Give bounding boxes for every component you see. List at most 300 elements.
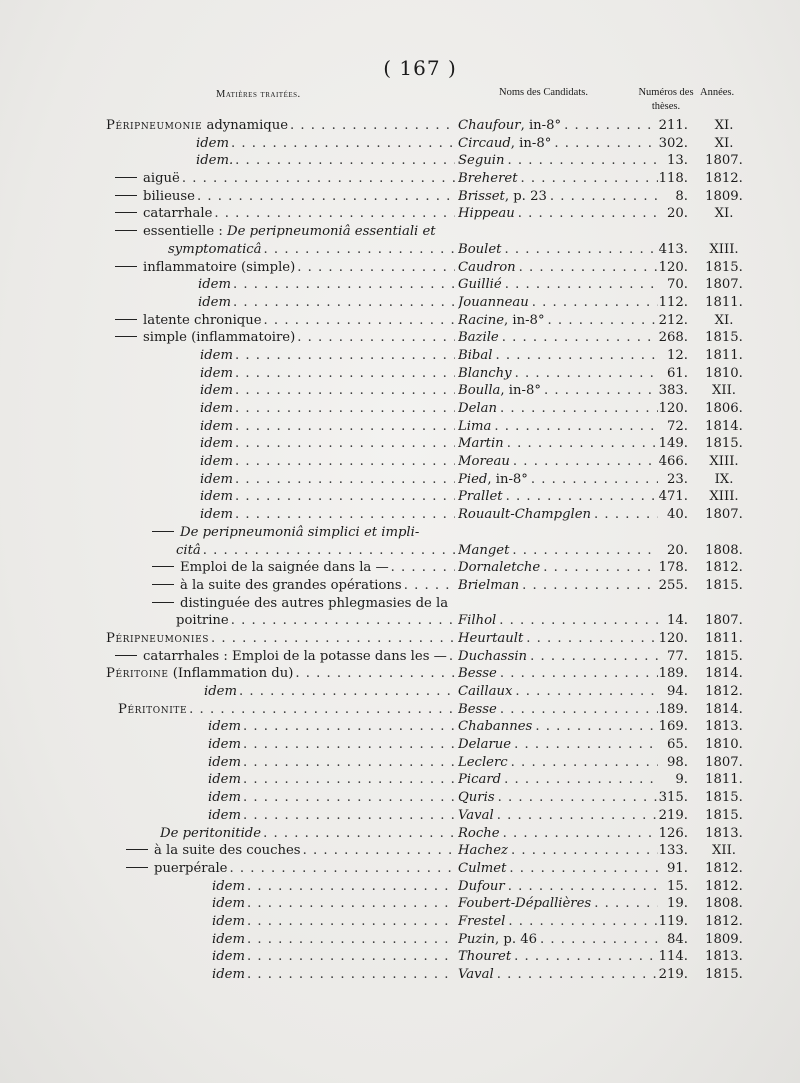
candidate-name: [458, 754, 508, 772]
table-row: [0, 913, 800, 931]
dot-leader: [214, 205, 455, 223]
subject-cell: [200, 471, 455, 489]
thesis-year: 1814.: [705, 418, 743, 434]
subject-text: [212, 878, 245, 896]
thesis-number: 98.: [667, 754, 688, 770]
thesis-year: 1807.: [705, 613, 743, 629]
dot-leader: [235, 418, 455, 436]
subject-label: idem: [212, 878, 245, 894]
candidate-surname: Roche: [458, 825, 500, 841]
subject-label: De peritonitide: [160, 825, 262, 841]
thesis-number: 15.: [667, 878, 688, 894]
candidate-name: [458, 312, 545, 330]
table-row: [0, 683, 800, 701]
thesis-year: 1813.: [705, 719, 743, 735]
dot-leader: [297, 329, 455, 347]
thesis-number: 268.: [658, 330, 688, 346]
candidate-cell: [458, 276, 658, 294]
dot-leader: [500, 400, 658, 418]
candidate-cell: [458, 188, 658, 206]
table-row: [0, 312, 800, 330]
dot-leader: [505, 276, 658, 294]
dot-leader: [495, 347, 658, 365]
table-row: [0, 878, 800, 896]
subject-cell: [208, 754, 455, 772]
candidate-cell: [458, 630, 658, 648]
subject-cell: [152, 577, 455, 595]
thesis-number: 255.: [658, 577, 688, 593]
subject-label: idem: [196, 135, 229, 151]
thesis-number: 112.: [658, 294, 688, 310]
candidate-name: [458, 170, 518, 188]
ditto-dash: [126, 867, 148, 868]
table-row: [0, 241, 800, 259]
table-row: [0, 276, 800, 294]
candidate-cell: [458, 825, 658, 843]
subject-text: [154, 842, 301, 860]
candidate-cell: [458, 117, 658, 135]
thesis-number: 178.: [658, 560, 688, 576]
subject-label: puerpérale: [154, 860, 228, 876]
candidate-name: [458, 577, 519, 595]
dot-leader: [264, 241, 455, 259]
subject-cell: [200, 347, 455, 365]
thesis-year: XIII.: [709, 454, 739, 470]
candidate-surname: Hachez: [458, 843, 508, 859]
subject-cell: [200, 365, 455, 383]
table-row: [0, 170, 800, 188]
thesis-number: 13.: [667, 153, 688, 169]
dot-leader: [189, 701, 455, 719]
thesis-number: 114.: [658, 949, 688, 965]
ditto-dash: [115, 266, 137, 267]
subject-label: idem: [212, 896, 245, 912]
dot-leader: [531, 471, 658, 489]
subject-text: [143, 170, 180, 188]
candidate-cell: [458, 471, 658, 489]
ditto-dash: [115, 336, 137, 337]
candidate-format: , in-8°: [520, 118, 562, 133]
table-row: [0, 223, 800, 241]
thesis-number: 315.: [658, 790, 688, 806]
subject-cell: [168, 241, 455, 259]
dot-leader: [514, 736, 658, 754]
candidate-name: [458, 701, 497, 719]
dot-leader: [264, 312, 455, 330]
subject-cell: [152, 559, 455, 577]
subject-label: idem: [204, 684, 237, 699]
thesis-year: 1812.: [705, 171, 743, 187]
dot-leader: [229, 860, 455, 878]
subject-cell: [115, 329, 455, 347]
ditto-dash: [115, 319, 137, 320]
candidate-surname: Culmet: [458, 860, 507, 876]
subject-cell: [208, 736, 455, 754]
candidate-name: [458, 365, 512, 383]
subject-cell: [200, 400, 455, 418]
candidate-name: [458, 630, 523, 648]
candidate-surname: Delan: [458, 401, 497, 416]
dot-leader: [544, 382, 658, 400]
dot-leader: [554, 135, 658, 153]
subject-latin: De peripneumoniâ simplici et impli-: [180, 524, 420, 540]
candidate-name: [458, 506, 591, 524]
subject-label: idem: [208, 772, 241, 788]
table-row: [0, 435, 800, 453]
candidate-surname: Bibal: [458, 347, 493, 363]
subject-label: catarrhales : Emploi de la potasse dans les —: [143, 648, 447, 664]
dot-leader: [235, 382, 455, 400]
thesis-year: 1811.: [705, 347, 743, 363]
table-row: [0, 771, 800, 789]
thesis-number: 20.: [667, 542, 688, 558]
candidate-name: [458, 771, 501, 789]
ditto-dash: [115, 230, 137, 231]
dot-leader: [235, 506, 455, 524]
subject-label: idem.: [196, 153, 234, 169]
subject-cell: [118, 701, 455, 719]
dot-leader: [235, 471, 455, 489]
candidate-name: [458, 913, 505, 931]
candidate-cell: [458, 418, 658, 436]
candidate-cell: [458, 170, 658, 188]
thesis-year: XII.: [712, 843, 736, 859]
thesis-year: 1806.: [705, 401, 743, 416]
dot-leader: [235, 488, 455, 506]
thesis-year: 1815.: [705, 259, 743, 275]
dot-leader: [521, 170, 658, 188]
candidate-surname: Pied: [458, 471, 488, 487]
subject-label: idem: [200, 436, 233, 452]
candidate-cell: [458, 665, 658, 683]
candidate-cell: [458, 365, 658, 383]
candidate-format: , in-8°: [504, 312, 545, 328]
subject-cell: [106, 630, 455, 648]
candidate-cell: [458, 294, 658, 312]
candidate-surname: Manget: [458, 542, 510, 558]
candidate-surname: Prallet: [458, 489, 503, 505]
candidate-name: [458, 400, 497, 418]
candidate-cell: [458, 559, 658, 577]
dot-leader: [498, 789, 658, 807]
thesis-year: 1809.: [705, 188, 743, 204]
thesis-year: IX.: [714, 471, 734, 487]
subject-label: idem: [200, 383, 233, 399]
candidate-cell: [458, 382, 658, 400]
candidate-name: [458, 860, 506, 878]
subject-label: latente chronique: [143, 312, 262, 328]
thesis-year: XI.: [714, 206, 734, 222]
dot-leader: [500, 665, 658, 683]
thesis-number: 133.: [658, 843, 688, 859]
subject-label: idem: [200, 365, 233, 381]
dot-leader: [513, 453, 658, 471]
candidate-cell: [458, 718, 658, 736]
ditto-dash: [152, 602, 174, 603]
thesis-year: 1813.: [705, 949, 743, 965]
ditto-dash: [115, 655, 137, 656]
subject-cell: [106, 117, 455, 135]
table-row: [0, 895, 800, 913]
subject-label: idem: [208, 737, 241, 753]
subject-cell: [212, 948, 455, 966]
subject-text: [176, 542, 201, 560]
table-row: [0, 665, 800, 683]
subject-label: distinguée des autres phlegmasies de la: [180, 595, 449, 611]
subject-label: bilieuse: [143, 188, 195, 204]
candidate-name: [458, 718, 532, 736]
dot-leader: [247, 913, 455, 931]
subject-text: [180, 577, 402, 595]
thesis-year: 1807.: [705, 153, 743, 169]
table-row: [0, 418, 800, 436]
candidate-surname: Leclerc: [458, 754, 508, 770]
dot-leader: [504, 771, 658, 789]
dot-leader: [497, 966, 658, 984]
dot-leader: [233, 294, 455, 312]
subject-text: [143, 188, 195, 206]
subject-label: idem: [200, 401, 233, 416]
dot-leader: [515, 683, 658, 701]
dot-leader: [211, 630, 455, 648]
subject-text: [204, 683, 237, 701]
subject-label: idem: [200, 418, 233, 434]
thesis-number: 84.: [667, 931, 688, 947]
table-row: [0, 524, 800, 542]
subject-cell: [208, 771, 455, 789]
candidate-cell: [458, 506, 658, 524]
dot-leader: [548, 312, 658, 330]
thesis-number: 120.: [658, 259, 688, 275]
candidate-surname: Seguin: [458, 153, 505, 169]
subject-text: [200, 382, 233, 400]
candidate-cell: [458, 736, 658, 754]
thesis-year: 1812.: [705, 684, 743, 699]
candidate-surname: Besse: [458, 666, 497, 682]
subject-text: [212, 931, 245, 949]
subject-cell: [212, 966, 455, 984]
candidate-cell: [458, 205, 658, 223]
dot-leader: [543, 559, 658, 577]
dot-leader: [243, 771, 455, 789]
candidate-surname: Picard: [458, 772, 502, 788]
candidate-cell: [458, 913, 658, 931]
table-row: [0, 471, 800, 489]
subject-text: [106, 665, 293, 683]
thesis-number: 212.: [658, 312, 688, 328]
table-row: [0, 842, 800, 860]
subject-cell: [115, 259, 455, 277]
candidate-name: [458, 259, 516, 277]
subject-text: [198, 276, 231, 294]
dot-leader: [235, 365, 455, 383]
candidate-format: , in-8°: [487, 471, 528, 487]
ditto-dash: [152, 566, 174, 567]
candidate-name: [458, 966, 494, 984]
subject-cell: [126, 842, 455, 860]
table-row: [0, 630, 800, 648]
table-row: [0, 117, 800, 135]
dot-leader: [497, 807, 658, 825]
candidate-name: [458, 435, 504, 453]
dot-leader: [522, 577, 658, 595]
table-row: [0, 135, 800, 153]
thesis-number: 20.: [667, 206, 688, 222]
subject-text: [106, 117, 288, 135]
dot-leader: [303, 842, 455, 860]
dot-leader: [514, 948, 658, 966]
candidate-name: [458, 825, 500, 843]
dot-leader: [515, 365, 658, 383]
thesis-number: 65.: [667, 737, 688, 753]
candidate-cell: [458, 789, 658, 807]
subject-cell: [200, 506, 455, 524]
subject-cell: [204, 683, 455, 701]
table-row: [0, 789, 800, 807]
table-row: [0, 152, 800, 170]
thesis-year: 1810.: [705, 737, 743, 753]
subject-text: [208, 807, 241, 825]
dot-leader: [243, 718, 455, 736]
table-row: [0, 595, 800, 613]
subject-cell: [200, 453, 455, 471]
candidate-cell: [458, 241, 658, 259]
subject-text: [196, 152, 233, 170]
candidate-surname: Moreau: [458, 454, 510, 470]
dot-leader: [504, 241, 658, 259]
subject-label: adynamique: [202, 118, 289, 133]
dot-leader: [507, 435, 658, 453]
thesis-number: 12.: [667, 347, 688, 363]
candidate-cell: [458, 312, 658, 330]
dot-leader: [550, 188, 658, 206]
candidate-cell: [458, 488, 658, 506]
candidate-surname: Caudron: [458, 259, 516, 275]
thesis-year: 1813.: [705, 825, 743, 841]
subject-heading: Péripneumonie: [106, 118, 203, 133]
subject-cell: [200, 435, 455, 453]
candidate-name: [458, 842, 508, 860]
subject-text: [180, 524, 419, 542]
candidate-name: [458, 205, 515, 223]
candidate-surname: Blanchy: [458, 365, 512, 381]
subject-cell: [115, 312, 455, 330]
candidate-cell: [458, 400, 658, 418]
subject-label: idem: [212, 967, 245, 982]
candidate-name: [458, 736, 511, 754]
candidate-name: [458, 895, 591, 913]
candidate-surname: Delarue: [458, 737, 512, 753]
dot-leader: [243, 789, 455, 807]
candidate-name: [458, 931, 537, 949]
thesis-year: 1815.: [705, 330, 743, 346]
candidate-surname: Boulla: [458, 383, 501, 399]
subject-label: à la suite des couches: [154, 843, 301, 859]
thesis-number: 120.: [658, 630, 688, 646]
subject-text: [212, 948, 245, 966]
dot-leader: [508, 152, 659, 170]
subject-text: [143, 205, 212, 223]
subject-text: [200, 435, 233, 453]
thesis-number: 219.: [658, 967, 688, 982]
candidate-surname: Besse: [458, 701, 497, 717]
subject-cell: [115, 648, 455, 666]
thesis-number: 211.: [658, 118, 688, 133]
subject-text: [208, 736, 241, 754]
subject-label: idem: [212, 913, 245, 929]
candidate-name: [458, 878, 505, 896]
candidate-surname: Thouret: [458, 949, 512, 965]
table-row: [0, 825, 800, 843]
subject-text: [208, 718, 241, 736]
subject-cell: [115, 205, 455, 223]
candidate-surname: Racine: [458, 312, 504, 328]
index-table: [0, 117, 800, 984]
dot-leader: [231, 612, 455, 630]
thesis-number: 23.: [667, 471, 688, 487]
candidate-cell: [458, 453, 658, 471]
candidate-surname: Chabannes: [458, 719, 533, 735]
candidate-name: [458, 471, 528, 489]
thesis-year: XI.: [714, 118, 734, 133]
candidate-surname: Martin: [458, 436, 504, 452]
candidate-surname: Chaufour: [458, 118, 521, 133]
subject-cell: [200, 382, 455, 400]
thesis-year: 1807.: [705, 507, 743, 523]
dot-leader: [532, 294, 658, 312]
table-row: [0, 188, 800, 206]
candidate-name: [458, 294, 529, 312]
thesis-year: 1815.: [705, 436, 743, 452]
dot-leader: [511, 842, 658, 860]
subject-label: inflammatoire (simple): [143, 259, 296, 275]
dot-leader: [231, 135, 455, 153]
candidate-name: [458, 683, 512, 701]
subject-label: (Inflammation du): [168, 666, 294, 682]
dot-leader: [263, 825, 455, 843]
table-row: [0, 860, 800, 878]
thesis-number: 219.: [658, 807, 688, 823]
candidate-surname: Vaval: [458, 807, 494, 823]
subject-cell: [208, 789, 455, 807]
subject-label: idem: [212, 931, 245, 947]
subject-text: [198, 294, 231, 312]
subject-text: [200, 488, 233, 506]
thesis-number: 149.: [658, 436, 688, 452]
header-numeros: Numéros des thèses.: [638, 87, 694, 112]
table-row: [0, 506, 800, 524]
table-row: [0, 612, 800, 630]
subject-text: [212, 966, 245, 984]
candidate-surname: Vaval: [458, 967, 494, 982]
subject-text: [208, 789, 241, 807]
dot-leader: [295, 665, 455, 683]
dot-leader: [391, 559, 455, 577]
candidate-surname: Brisset: [458, 188, 505, 204]
table-row: [0, 382, 800, 400]
dot-leader: [518, 205, 658, 223]
dot-leader: [535, 718, 658, 736]
dot-leader: [243, 807, 455, 825]
header-matieres: Matières traitées.: [216, 89, 301, 100]
subject-label: idem: [200, 507, 233, 523]
table-row: [0, 718, 800, 736]
subject-text: [143, 312, 262, 330]
thesis-number: 302.: [658, 135, 688, 151]
table-row: [0, 400, 800, 418]
subject-cell: [115, 170, 455, 188]
subject-text: [200, 365, 233, 383]
